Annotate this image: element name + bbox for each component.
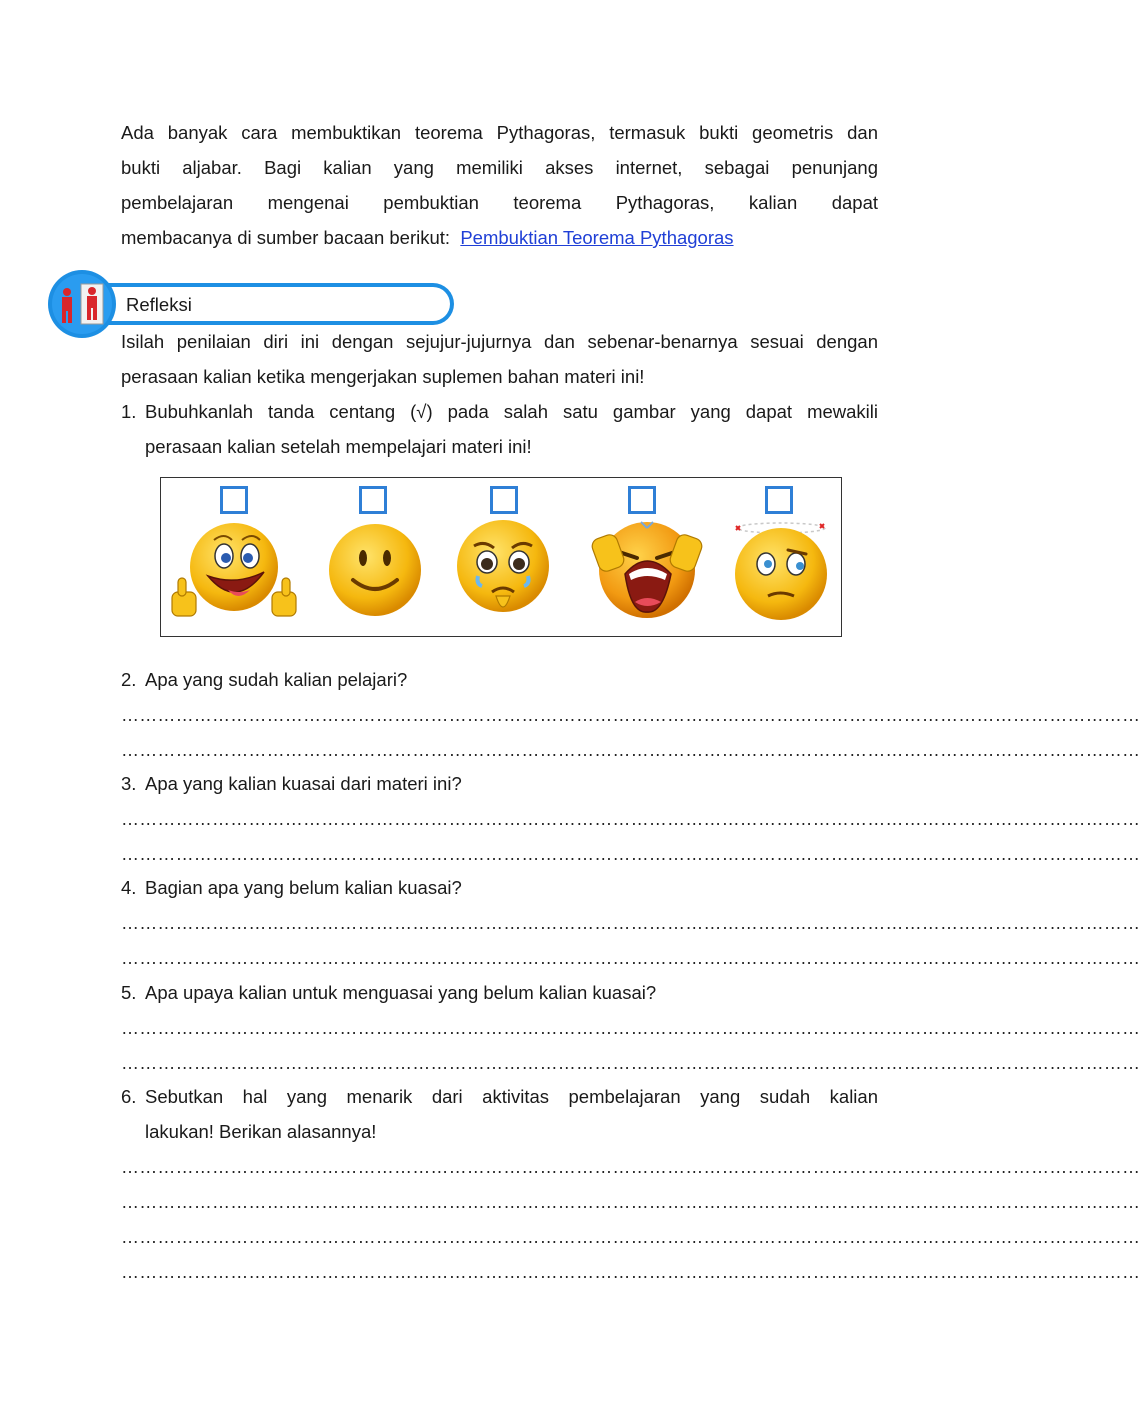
answer-line[interactable]: …………………………………………………………………………………………………………………………………………………… bbox=[121, 1262, 1140, 1282]
crying-face-icon[interactable] bbox=[591, 518, 703, 623]
section-header-badge bbox=[48, 270, 116, 338]
instruction-line: perasaan kalian ketika mengerjakan suplemen bahan materi ini! bbox=[121, 366, 645, 387]
pleading-face-icon[interactable] bbox=[452, 518, 554, 622]
checkbox-feeling-5[interactable] bbox=[765, 486, 793, 514]
question-4 bbox=[121, 870, 878, 905]
intro-line: bukti aljabar. Bagi kalian yang memiliki akses internet, sebagai penunjang bbox=[121, 157, 878, 178]
question-text: Apa yang kalian kuasai dari materi ini? bbox=[145, 773, 462, 794]
question-5 bbox=[121, 975, 878, 1010]
question-text: lakukan! Berikan alasannya! bbox=[145, 1121, 377, 1142]
people-icon bbox=[48, 270, 116, 338]
question-text: Apa yang sudah kalian pelajari? bbox=[145, 669, 408, 690]
feeling-selection-box bbox=[160, 477, 842, 637]
question-text: perasaan kalian setelah mempelajari materi ini! bbox=[145, 436, 532, 457]
question-number: 5. bbox=[121, 982, 137, 1003]
instruction-line: Isilah penilaian diri ini dengan sejujur-jujurnya dan sebenar-benarnya sesuai dengan bbox=[121, 331, 878, 352]
question-number: 3. bbox=[121, 773, 137, 794]
question-number: 1. bbox=[121, 401, 137, 422]
pythagoras-proof-link[interactable]: Pembuktian Teorema Pythagoras bbox=[460, 227, 734, 248]
question-text: Apa upaya kalian untuk menguasai yang belum kalian kuasai? bbox=[145, 982, 657, 1003]
question-3 bbox=[121, 766, 878, 801]
checkbox-feeling-2[interactable] bbox=[359, 486, 387, 514]
intro-line: Ada banyak cara membuktikan teorema Pythagoras, termasuk bukti geometris dan bbox=[121, 122, 878, 143]
question-number: 4. bbox=[121, 877, 137, 898]
intro-paragraph bbox=[121, 115, 878, 255]
question-text: Sebutkan hal yang menarik dari aktivitas pembelajaran yang sudah kalian bbox=[145, 1086, 878, 1107]
answer-line[interactable]: …………………………………………………………………………………………………………………………………………………… bbox=[121, 705, 1140, 725]
answer-line[interactable]: …………………………………………………………………………………………………………………………………………………… bbox=[121, 1157, 1140, 1177]
dizzy-face-icon[interactable] bbox=[730, 520, 832, 622]
section-title: Refleksi bbox=[126, 294, 192, 315]
intro-line: pembelajaran mengenai pembuktian teorema Pythagoras, kalian dapat bbox=[121, 192, 878, 213]
answer-line[interactable]: …………………………………………………………………………………………………………………………………………………… bbox=[121, 948, 1140, 968]
checkbox-feeling-4[interactable] bbox=[628, 486, 656, 514]
answer-line[interactable]: …………………………………………………………………………………………………………………………………………………… bbox=[121, 913, 1140, 933]
answer-line[interactable]: …………………………………………………………………………………………………………………………………………………… bbox=[121, 1192, 1140, 1212]
answer-line[interactable]: …………………………………………………………………………………………………………………………………………………… bbox=[121, 740, 1140, 760]
question-text: Bagian apa yang belum kalian kuasai? bbox=[145, 877, 462, 898]
answer-line[interactable]: …………………………………………………………………………………………………………………………………………………… bbox=[121, 1227, 1140, 1247]
answer-line[interactable]: …………………………………………………………………………………………………………………………………………………… bbox=[121, 809, 1140, 829]
question-1 bbox=[121, 394, 878, 464]
question-2 bbox=[121, 662, 878, 697]
intro-last-prefix: membacanya di sumber bacaan berikut: bbox=[121, 227, 451, 248]
checkbox-feeling-1[interactable] bbox=[220, 486, 248, 514]
answer-line[interactable]: …………………………………………………………………………………………………………………………………………………… bbox=[121, 1053, 1140, 1073]
question-text: Bubuhkanlah tanda centang (√) pada salah satu gambar yang dapat mewakili bbox=[145, 401, 878, 422]
instruction-paragraph bbox=[121, 324, 878, 394]
question-6 bbox=[121, 1079, 878, 1149]
answer-line[interactable]: …………………………………………………………………………………………………………………………………………………… bbox=[121, 1018, 1140, 1038]
thumbs-up-laughing-face-icon[interactable] bbox=[166, 520, 301, 625]
checkbox-feeling-3[interactable] bbox=[490, 486, 518, 514]
question-number: 2. bbox=[121, 669, 137, 690]
smiling-face-icon[interactable] bbox=[325, 520, 425, 620]
intro-line-last bbox=[121, 220, 878, 255]
answer-line[interactable]: …………………………………………………………………………………………………………………………………………………… bbox=[121, 844, 1140, 864]
question-number: 6. bbox=[121, 1086, 137, 1107]
